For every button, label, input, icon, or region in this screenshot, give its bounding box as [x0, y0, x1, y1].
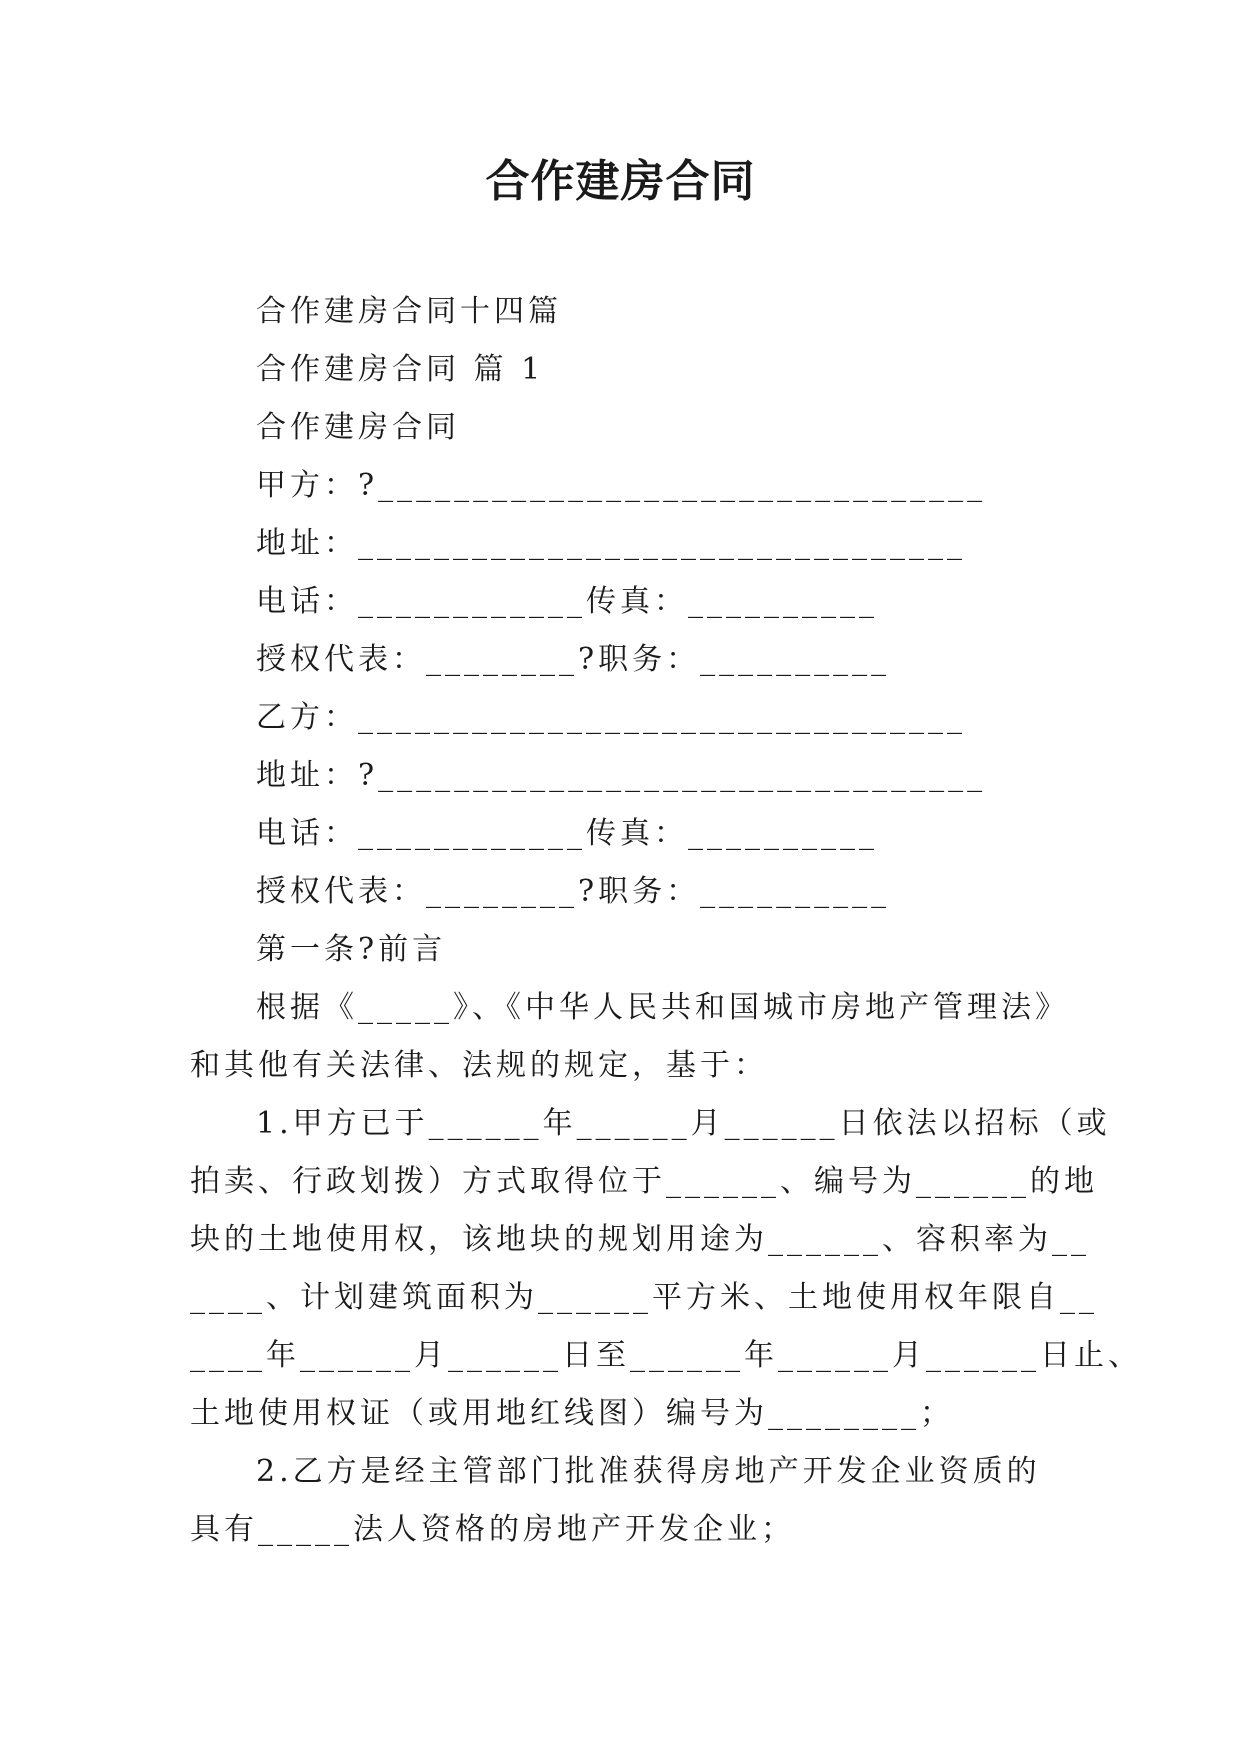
paragraph-basis-line-1: 根据《_____》、《中华人民共和国城市房地产管理法》 — [256, 990, 1069, 1025]
clause-1-line-2: 拍卖、行政划拨）方式取得位于______、编号为______的地 — [190, 1164, 1098, 1199]
subtitle-section: 合作建房合同 篇 1 — [256, 352, 545, 387]
document-title: 合作建房合同 — [485, 156, 756, 207]
party-b-name-field: 乙方：________________________________ — [256, 700, 966, 735]
party-a-phone-fax-field: 电话：____________传真：__________ — [256, 584, 878, 619]
party-a-address-field: 地址：________________________________ — [256, 526, 966, 561]
party-b-address-field: 地址：?________________________________ — [256, 758, 987, 793]
clause-1-line-1: 1.甲方已于______年______月______日依法以招标（或 — [256, 1106, 1111, 1141]
party-b-representative-field: 授权代表：________?职务：__________ — [256, 874, 891, 909]
clause-2-line-2: 具有_____法人资格的房地产开发企业； — [190, 1512, 795, 1547]
article-1-heading: 第一条?前言 — [256, 932, 447, 967]
contract-heading: 合作建房合同 — [256, 410, 460, 445]
subtitle-collection: 合作建房合同十四篇 — [256, 294, 562, 329]
clause-2-line-1: 2.乙方是经主管部门批准获得房地产开发企业资质的 — [256, 1454, 1041, 1489]
party-a-representative-field: 授权代表：________?职务：__________ — [256, 642, 891, 677]
clause-1-line-6: 土地使用权证（或用地红线图）编号为________； — [190, 1396, 954, 1431]
clause-1-line-5: ____年______月______日至______年______月______日止、 — [190, 1338, 1142, 1373]
party-a-name-field: 甲方：?________________________________ — [256, 468, 987, 503]
party-b-phone-fax-field: 电话：____________传真：__________ — [256, 816, 878, 851]
clause-1-line-3: 块的土地使用权，该地块的规划用途为______、容积率为__ — [190, 1222, 1090, 1257]
paragraph-basis-line-2: 和其他有关法律、法规的规定，基于： — [190, 1048, 768, 1083]
clause-1-line-4: ____、计划建筑面积为______平方米、土地使用权年限自__ — [190, 1280, 1098, 1315]
